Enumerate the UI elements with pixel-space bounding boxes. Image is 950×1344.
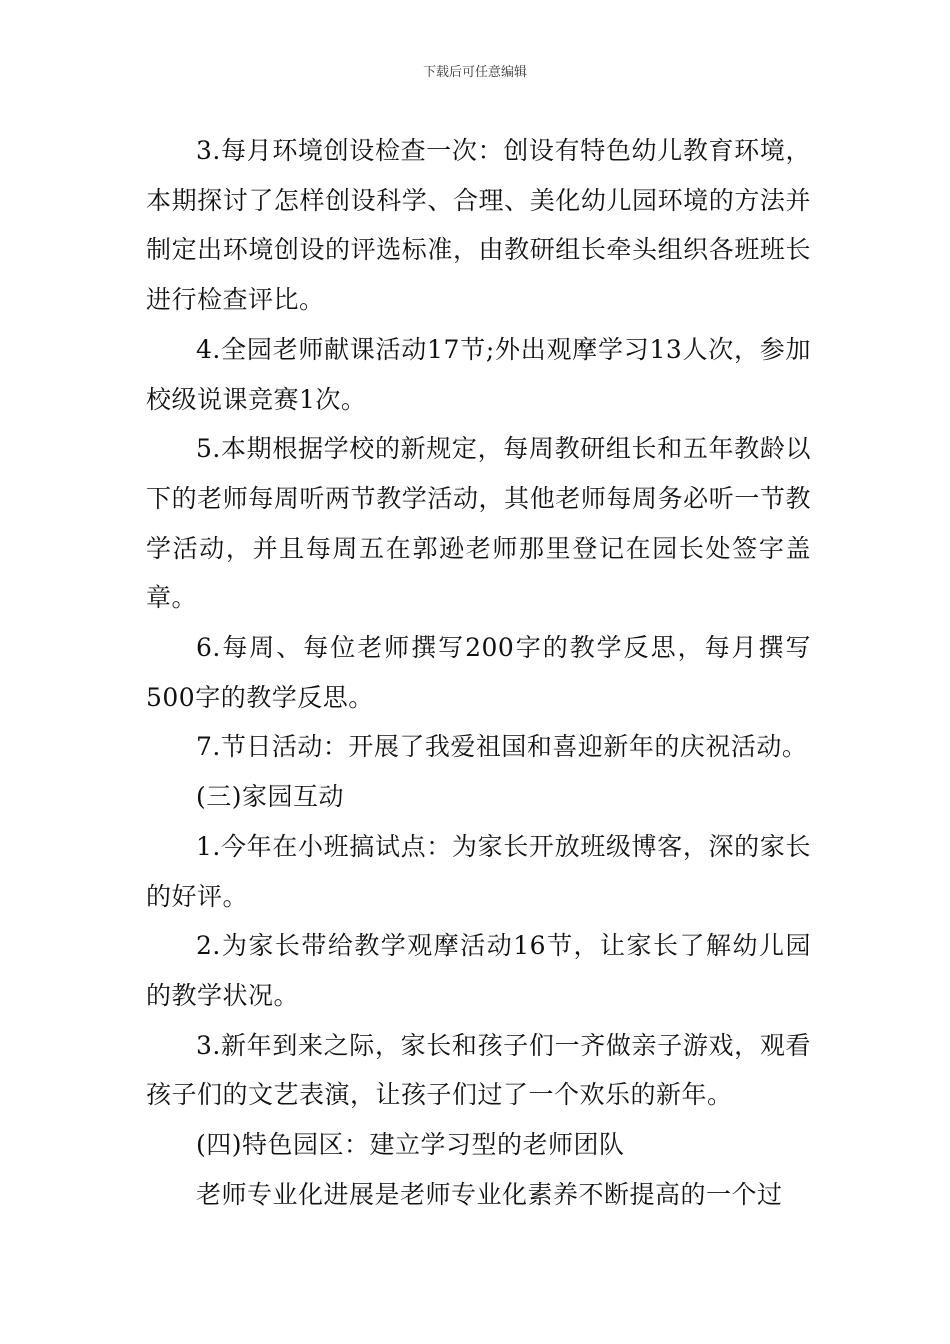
- paragraph-teacher-lessons: 4.全园老师献课活动17节;外出观摩学习13人次，参加校级说课竞赛1次。: [146, 334, 811, 414]
- paragraph-new-year: 3.新年到来之际，家长和孩子们一齐做亲子游戏，观看孩子们的文艺表演，让孩子们过了一个欢乐的新年。: [146, 1030, 811, 1110]
- paragraph-holiday-activities: 7.节日活动：开展了我爱祖国和喜迎新年的庆祝活动。: [196, 732, 808, 762]
- paragraph-class-blog: 1.今年在小班搞试点：为家长开放班级博客，深的家长的好评。: [146, 831, 811, 911]
- section-heading-featured-campus: (四)特色园区：建立学习型的老师团队: [196, 1130, 625, 1160]
- section-heading-home-school: (三)家园互动: [196, 782, 345, 812]
- page-header: 下载后可任意编辑: [422, 65, 527, 80]
- document-body: [146, 126, 811, 1219]
- paragraph-teacher-development: 老师专业化进展是老师专业化素养不断提高的一个过: [196, 1179, 783, 1209]
- paragraph-parent-observation: 2.为家长带给教学观摩活动16节，让家长了解幼儿园的教学状况。: [146, 931, 811, 1010]
- paragraph-environment-check: 3.每月环境创设检查一次：创设有特色幼儿教育环境，本期探讨了怎样创设科学、合理、美化幼儿园环境的方法并制定出环境创设的评选标准，由教研组长牵头组织各班班长进行检查评比。: [146, 136, 811, 315]
- paragraph-teaching-reflection: 6.每周、每位老师撰写200字的教学反思，每月撰写500字的教学反思。: [146, 633, 811, 712]
- paragraph-lesson-observation: 5.本期根据学校的新规定，每周教研组长和五年教龄以下的老师每周听两节教学活动，其他老师每周务必听一节教学活动，并且每周五在郭逊老师那里登记在园长处签字盖章。: [146, 434, 811, 613]
